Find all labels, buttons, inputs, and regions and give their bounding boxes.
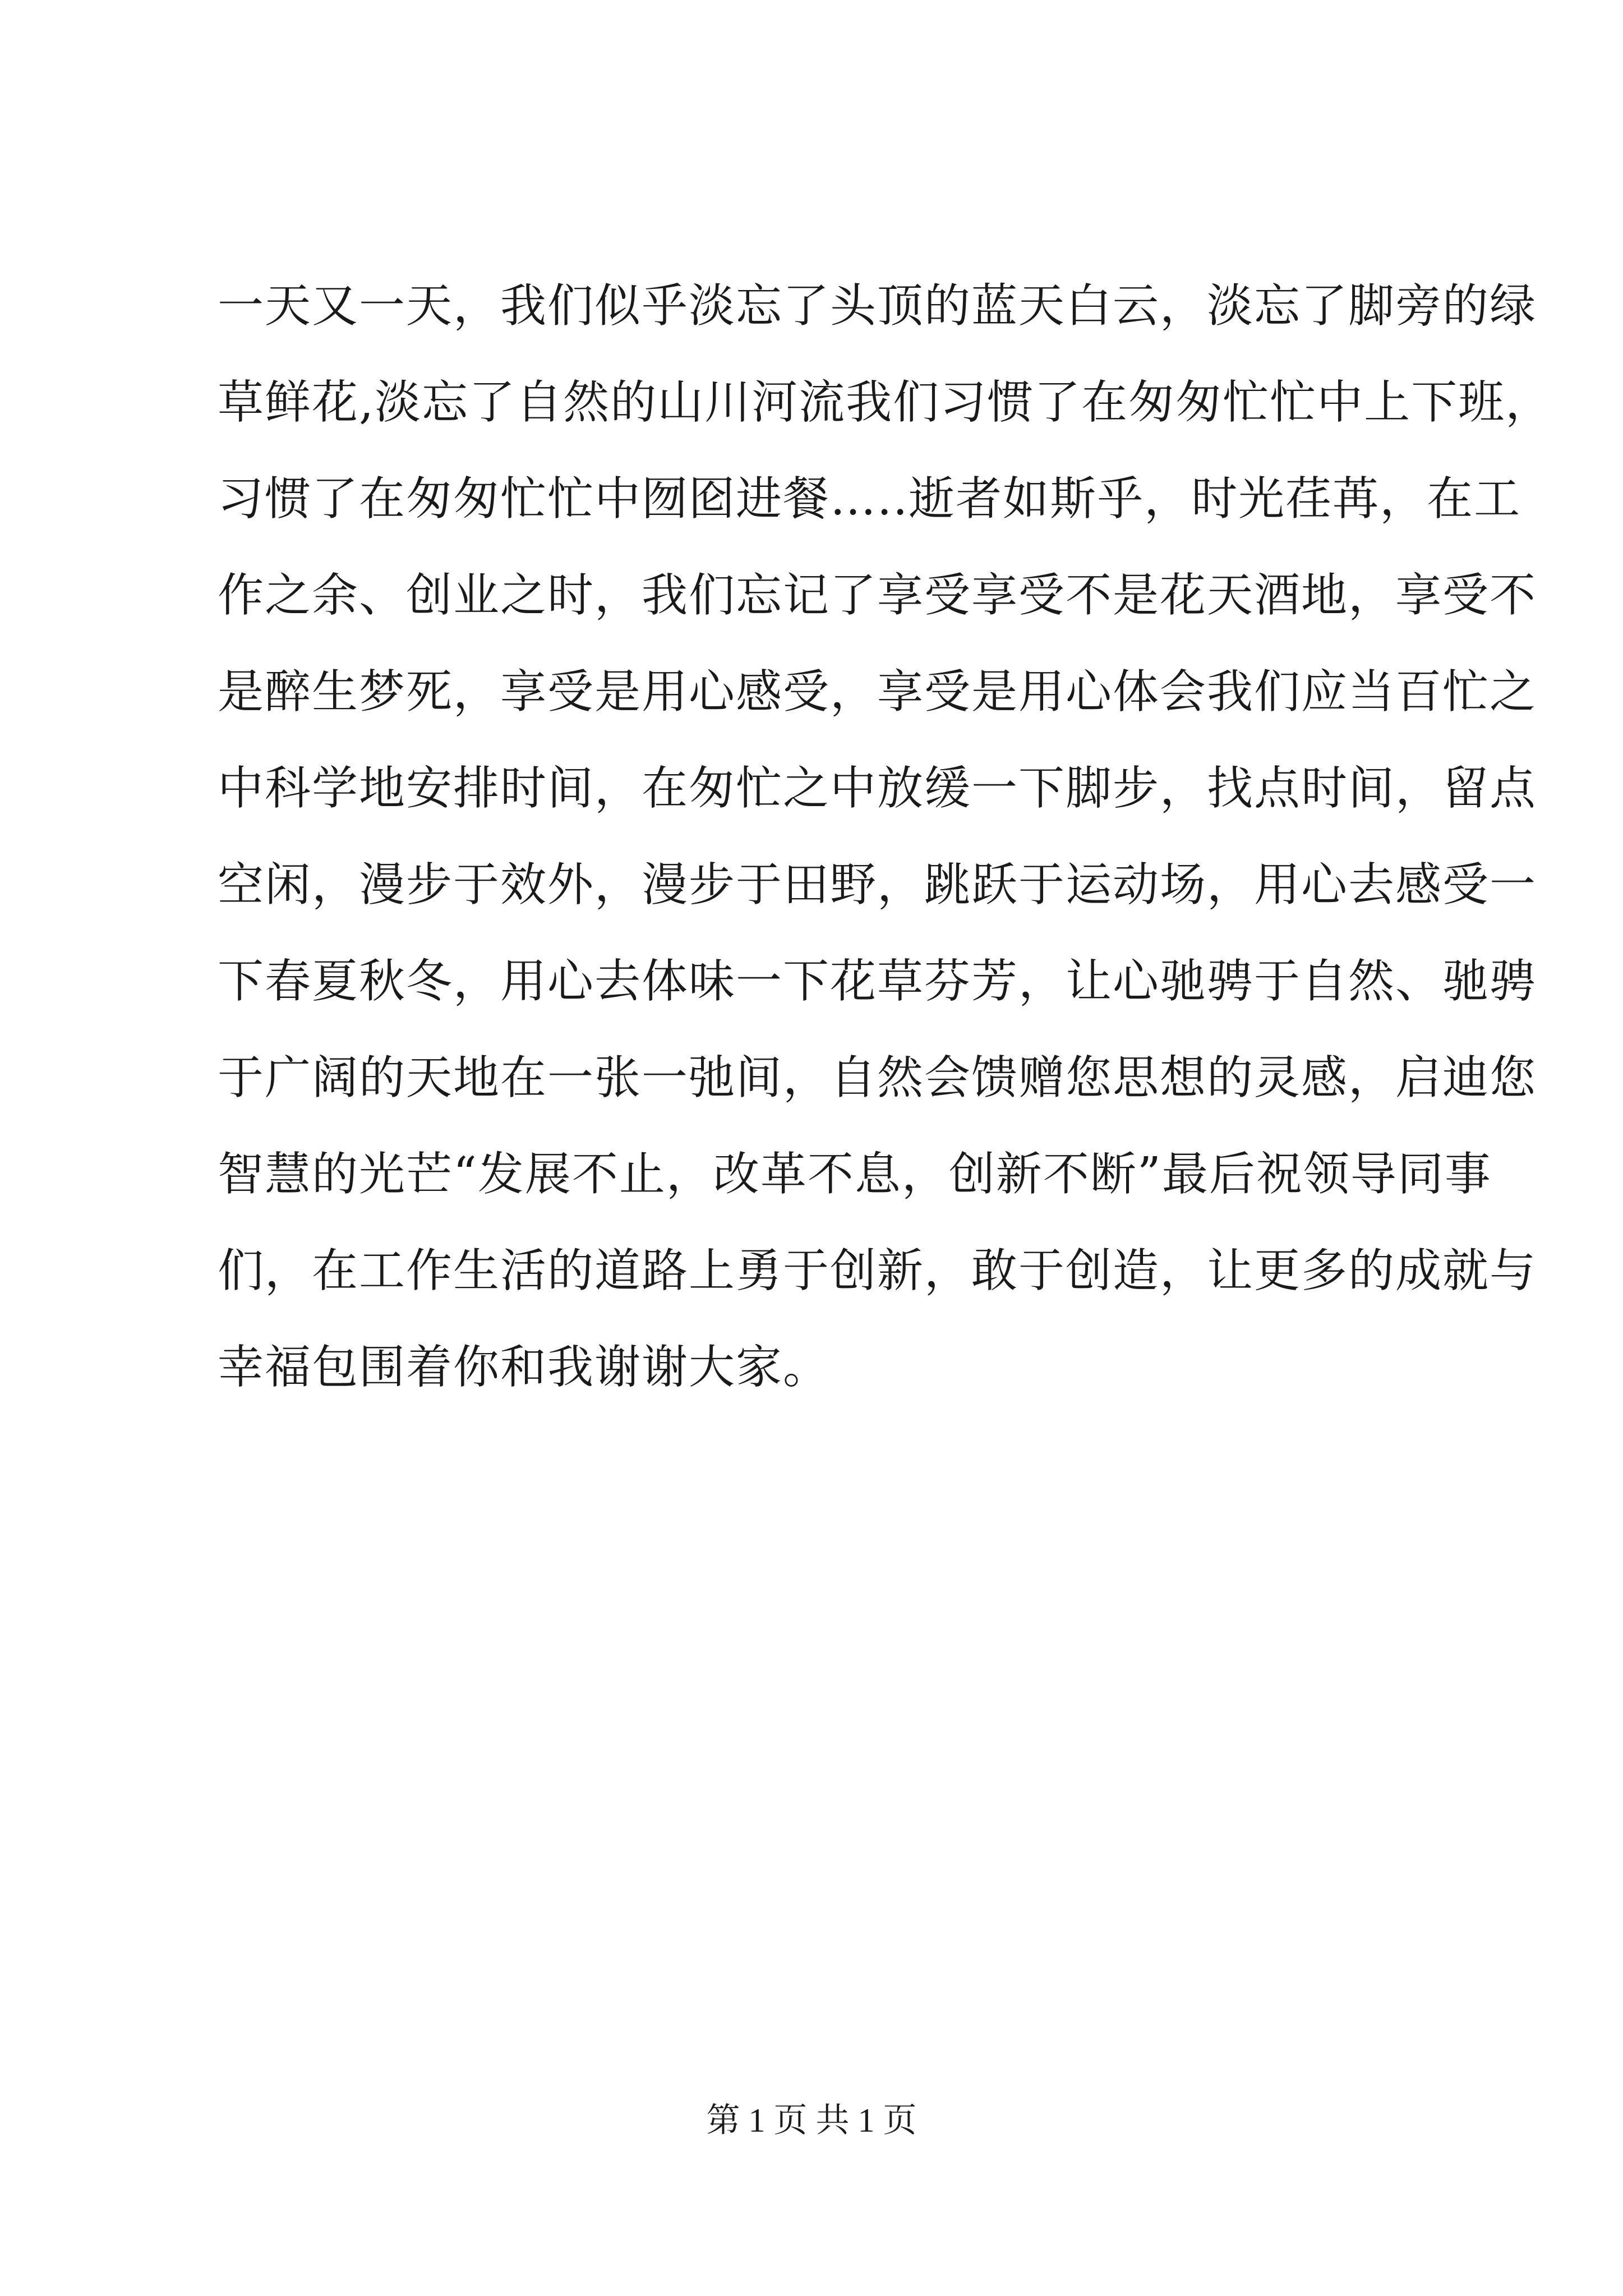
text-line: 下春夏秋冬，用心去体味一下花草芬芳，让心驰骋于自然、驰骋 xyxy=(218,955,1537,1008)
text-line: 智慧的光芒“发展不止，改革不息，创新不断”最后祝领导同事 xyxy=(218,1148,1492,1201)
text-line: 草鲜花,淡忘了自然的山川河流我们习惯了在匆匆忙忙中上下班， xyxy=(218,376,1553,429)
text-line: 幸福包围着你和我谢谢大家。 xyxy=(218,1341,831,1394)
text-line: 于广阔的天地在一张一弛间，自然会馈赠您思想的灵感，启迪您 xyxy=(218,1051,1537,1105)
body-paragraph xyxy=(218,258,1553,1416)
text-line: 中科学地安排时间，在匆忙之中放缓一下脚步，找点时间，留点 xyxy=(218,762,1537,815)
text-line: 习惯了在匆匆忙忙中囫囵进餐…..逝者如斯乎，时光荏苒，在工 xyxy=(218,472,1521,526)
text-line: 是醉生梦死，享受是用心感受，享受是用心体会我们应当百忙之 xyxy=(218,665,1537,719)
text-line: 一天又一天，我们似乎淡忘了头顶的蓝天白云，淡忘了脚旁的绿 xyxy=(218,279,1537,333)
text-line: 们，在工作生活的道路上勇于创新，敢于创造，让更多的成就与 xyxy=(218,1244,1537,1297)
page-footer xyxy=(0,2098,1623,2143)
page-number-label: 第 1 页 共 1 页 xyxy=(706,2102,917,2139)
text-line: 作之余、创业之时，我们忘记了享受享受不是花天酒地，享受不 xyxy=(218,569,1537,622)
text-line: 空闲，漫步于效外，漫步于田野，跳跃于运动场，用心去感受一 xyxy=(218,858,1537,912)
